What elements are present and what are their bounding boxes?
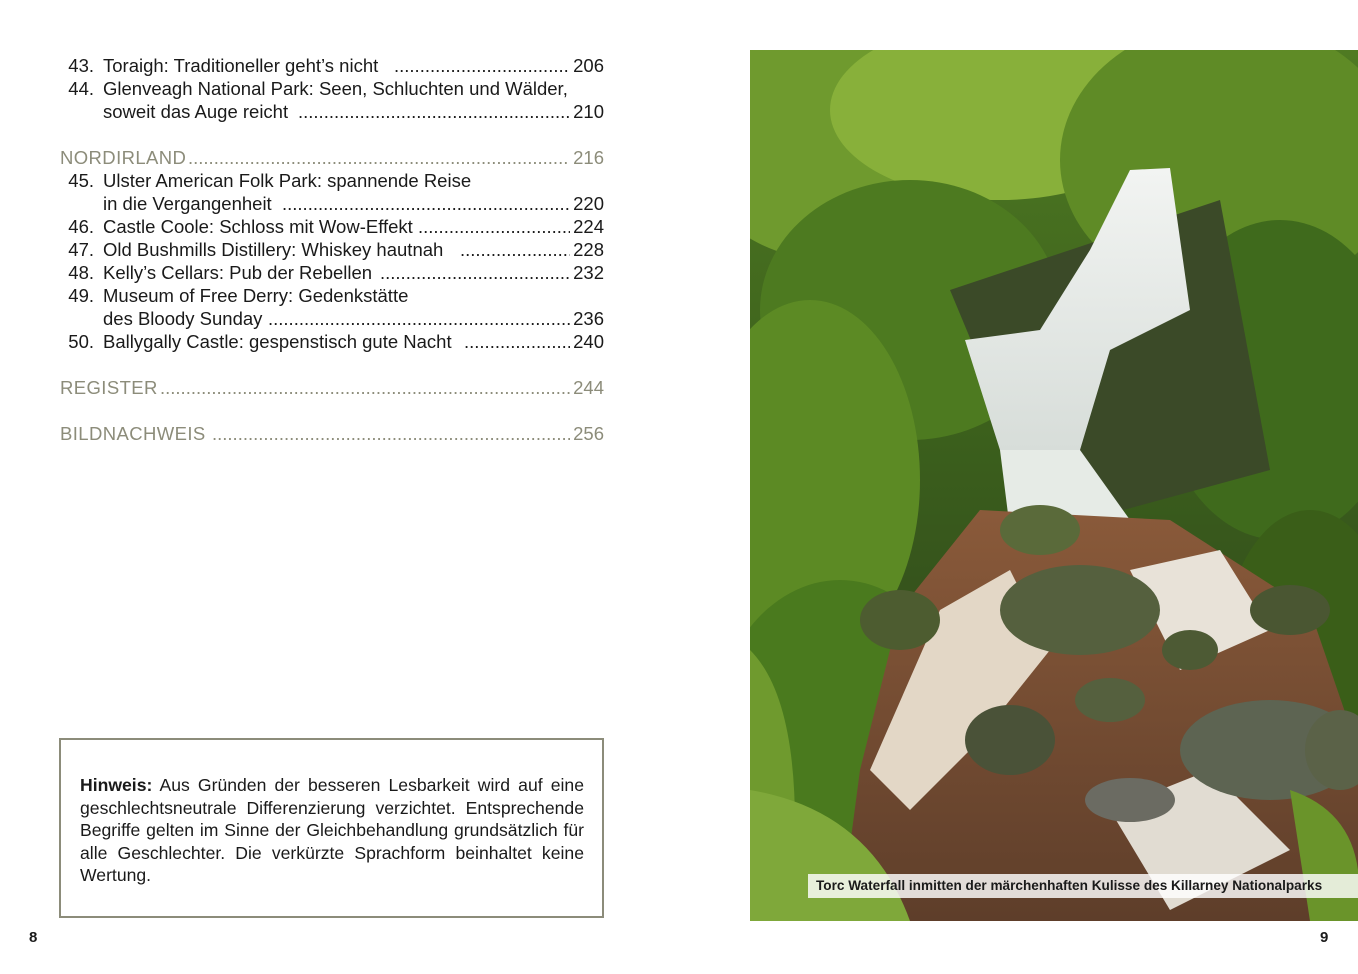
leader-dots: [282, 192, 570, 215]
toc-entry-title: Kelly’s Cellars: Pub der Rebellen: [103, 262, 373, 283]
toc-entry-45[interactable]: [60, 169, 604, 192]
toc-entry-number: 48.: [68, 262, 94, 283]
leader-dots: [418, 215, 570, 238]
page-number-left: 8: [29, 929, 38, 946]
table-of-contents: [60, 54, 604, 445]
toc-entry-number: 49.: [68, 285, 94, 306]
leader-dots: [380, 261, 570, 284]
toc-section-nordirland[interactable]: [60, 146, 604, 169]
toc-entry-50[interactable]: [60, 330, 604, 353]
leader-dots: [160, 376, 570, 399]
waterfall-photo: [750, 50, 1358, 921]
leader-dots: [212, 422, 570, 445]
toc-entry-page: 210: [573, 101, 604, 122]
toc-entry-number: 43.: [68, 55, 94, 76]
toc-entry-48[interactable]: [60, 261, 604, 284]
toc-section-bildnachweis[interactable]: [60, 422, 604, 445]
toc-entry-title: Old Bushmills Distillery: Whiskey hautnah: [103, 239, 444, 260]
toc-entry-46[interactable]: [60, 215, 604, 238]
toc-entry-44-cont[interactable]: [60, 100, 604, 123]
notice-label: Hinweis:: [80, 775, 153, 795]
toc-section-page: 256: [573, 423, 604, 444]
leader-dots: [394, 54, 570, 77]
toc-entry-number: 45.: [68, 170, 94, 191]
toc-entry-title-continued: des Bloody Sunday: [103, 308, 263, 329]
toc-entry-number: 44.: [68, 78, 94, 99]
toc-section-label: NORDIRLAND: [60, 147, 187, 168]
toc-entry-title: Ulster American Folk Park: spannende Reise: [103, 170, 472, 191]
toc-entry-44[interactable]: [60, 77, 604, 100]
toc-section-page: 244: [573, 377, 604, 398]
toc-entry-title: Museum of Free Derry: Gedenkstätte: [103, 285, 409, 306]
toc-entry-45-cont[interactable]: [60, 192, 604, 215]
toc-section-label: BILDNACHWEIS: [60, 423, 206, 444]
toc-entry-page: 232: [573, 262, 604, 283]
toc-entry-page: 228: [573, 239, 604, 260]
leader-dots: [460, 238, 570, 261]
toc-entry-47[interactable]: [60, 238, 604, 261]
page-number-right: 9: [1320, 929, 1329, 946]
toc-section-register[interactable]: [60, 376, 604, 399]
toc-entry-page: 220: [573, 193, 604, 214]
toc-entry-title: Glenveagh National Park: Seen, Schluchten und Wälder,: [103, 78, 568, 99]
leader-dots: [464, 330, 570, 353]
toc-entry-title: Castle Coole: Schloss mit Wow-Effekt: [103, 216, 413, 237]
toc-entry-number: 46.: [68, 216, 94, 237]
toc-entry-title: Toraigh: Traditioneller geht’s nicht: [103, 55, 379, 76]
toc-entry-number: 47.: [68, 239, 94, 260]
notice-box: [59, 738, 604, 918]
toc-entry-49-cont[interactable]: [60, 307, 604, 330]
toc-entry-page: 224: [573, 216, 604, 237]
photo-caption: Torc Waterfall inmitten der märchenhaften Kulisse des Killarney Nationalparks: [808, 874, 1358, 898]
toc-entry-49[interactable]: [60, 284, 604, 307]
toc-entry-title-continued: in die Vergangenheit: [103, 193, 272, 214]
toc-entry-title-continued: soweit das Auge reicht: [103, 101, 289, 122]
toc-section-label: REGISTER: [60, 377, 158, 398]
notice-text: Aus Gründen der besseren Lesbarkeit wird auf eine geschlechtsneutrale Differenzierung verzichtet. Entsprechende Begriffe gelten im Sinne der Gleichbehandlung grundsätzlich für alle Geschlechter. Die verkürzte Sprachform beinhaltet keine Wertung.: [80, 775, 584, 886]
leader-dots: [298, 100, 570, 123]
toc-entry-page: 206: [573, 55, 604, 76]
toc-entry-number: 50.: [68, 331, 94, 352]
leader-dots: [188, 146, 570, 169]
toc-entry-page: 240: [573, 331, 604, 352]
toc-entry-page: 236: [573, 308, 604, 329]
leader-dots: [268, 307, 570, 330]
toc-entry-43[interactable]: [60, 54, 604, 77]
toc-entry-title: Ballygally Castle: gespenstisch gute Nacht: [103, 331, 452, 352]
toc-section-page: 216: [573, 147, 604, 168]
